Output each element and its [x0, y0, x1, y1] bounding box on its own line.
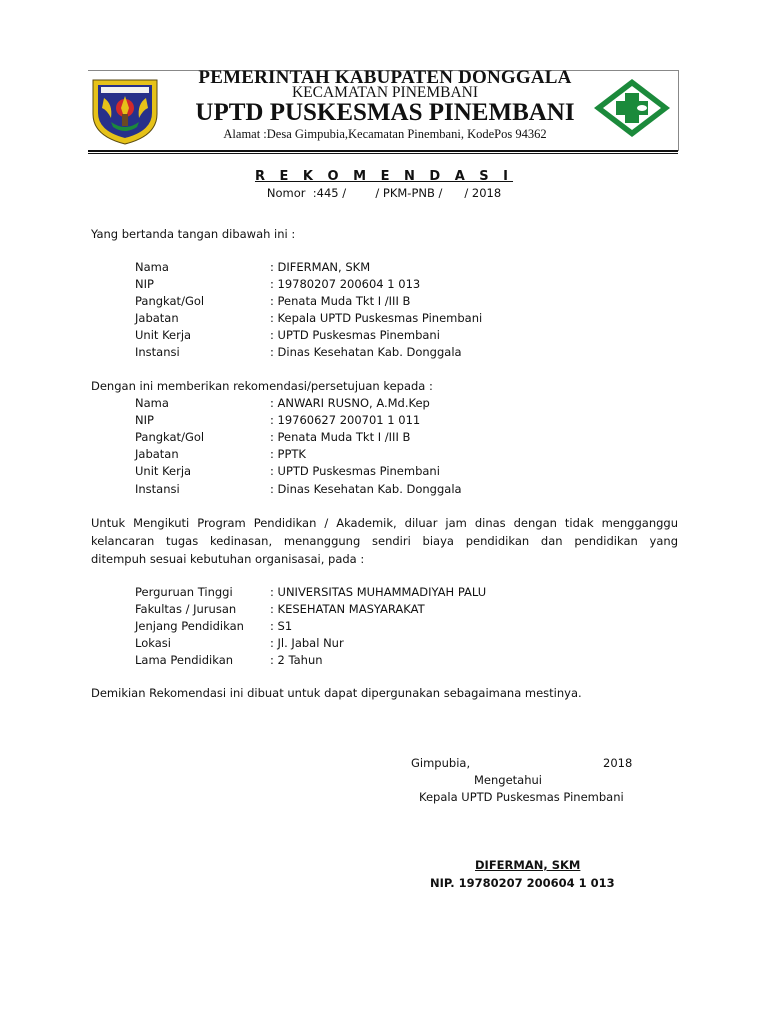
field-label: Unit Kerja — [135, 328, 192, 342]
field-value: : Dinas Kesehatan Kab. Donggala — [270, 345, 462, 359]
field-row — [0, 636, 768, 653]
signature-place: Gimpubia, — [411, 756, 471, 770]
field-row — [0, 328, 768, 345]
field-value: : Penata Muda Tkt I /III B — [270, 294, 411, 308]
field-row — [0, 396, 768, 413]
field-row — [0, 345, 768, 362]
field-label: NIP — [135, 277, 154, 291]
field-row — [0, 447, 768, 464]
field-label: Unit Kerja — [135, 464, 192, 478]
signature-nip: NIP. 19780207 200604 1 013 — [430, 876, 615, 890]
field-value: : Jl. Jabal Nur — [270, 636, 344, 650]
paragraph-line: Untuk Mengikuti Program Pendidikan / Akademik, diluar jam dinas dengan tidak mengganggu — [91, 516, 678, 530]
field-value: : S1 — [270, 619, 293, 633]
field-value: : UPTD Puskesmas Pinembani — [270, 328, 440, 342]
field-row — [0, 311, 768, 328]
field-value: : UPTD Puskesmas Pinembani — [270, 464, 440, 478]
field-label: Perguruan Tinggi — [135, 585, 233, 599]
field-row — [0, 653, 768, 670]
letterhead-institution: UPTD PUSKESMAS PINEMBANI — [195, 99, 575, 126]
field-row — [0, 413, 768, 430]
field-row — [0, 277, 768, 294]
intro-text: Yang bertanda tangan dibawah ini : — [91, 227, 296, 241]
field-row — [0, 430, 768, 447]
paragraph-line: kelancaran tugas kedinasan, menanggung sendiri biaya pendidikan dan pendidikan yang — [91, 534, 678, 548]
field-value: : ANWARI RUSNO, A.Md.Kep — [270, 396, 430, 410]
field-value: : PPTK — [270, 447, 306, 461]
signature-mengetahui: Mengetahui — [474, 773, 542, 787]
document-number: Nomor :445 / / PKM-PNB / / 2018 — [266, 186, 502, 200]
field-label: Lama Pendidikan — [135, 653, 234, 667]
field-label: Jabatan — [135, 447, 179, 461]
letterhead-rule-thin — [88, 153, 678, 154]
field-label: Instansi — [135, 345, 180, 359]
kabupaten-donggala-emblem-icon — [89, 76, 161, 146]
field-label: Fakultas / Jurusan — [135, 602, 237, 616]
field-label: Instansi — [135, 482, 180, 496]
recipient-intro-text: Dengan ini memberikan rekomendasi/persetujuan kepada : — [91, 379, 433, 393]
field-label: Lokasi — [135, 636, 171, 650]
field-row — [0, 602, 768, 619]
field-value: : DIFERMAN, SKM — [270, 260, 371, 274]
signature-year: 2018 — [603, 756, 633, 770]
closing-text: Demikian Rekomendasi ini dibuat untuk dapat dipergunakan sebagaimana mestinya. — [91, 686, 582, 700]
signature-name: DIFERMAN, SKM — [475, 858, 581, 872]
field-label: Pangkat/Gol — [135, 430, 205, 444]
field-label: NIP — [135, 413, 154, 427]
field-label: Jenjang Pendidikan — [135, 619, 244, 633]
field-value: : KESEHATAN MASYARAKAT — [270, 602, 425, 616]
field-value: : 19760627 200701 1 011 — [270, 413, 421, 427]
paragraph-line: ditempuh sesuai kebutuhan organisasai, pada : — [91, 552, 365, 566]
letterhead-government: PEMERINTAH KABUPATEN DONGGALA — [198, 67, 572, 88]
field-value: : Dinas Kesehatan Kab. Donggala — [270, 482, 462, 496]
field-row — [0, 294, 768, 311]
field-value: : 19780207 200604 1 013 — [270, 277, 421, 291]
field-value: : UNIVERSITAS MUHAMMADIYAH PALU — [270, 585, 487, 599]
purpose-paragraph — [91, 514, 678, 568]
field-row — [0, 585, 768, 602]
field-row — [0, 619, 768, 636]
field-row — [0, 464, 768, 481]
field-row — [0, 260, 768, 277]
field-label: Nama — [135, 396, 169, 410]
letterhead-address: Alamat :Desa Gimpubia,Kecamatan Pinembani, KodePos 94362 — [223, 127, 547, 141]
field-label: Nama — [135, 260, 169, 274]
puskesmas-green-cross-icon — [592, 77, 672, 139]
field-label: Pangkat/Gol — [135, 294, 205, 308]
field-value: : Kepala UPTD Puskesmas Pinembani — [270, 311, 483, 325]
field-row — [0, 482, 768, 499]
field-value: : 2 Tahun — [270, 653, 323, 667]
field-label: Jabatan — [135, 311, 179, 325]
letterhead-rule-thick — [88, 150, 678, 152]
document-title: R E K O M E N D A S I — [254, 169, 514, 184]
field-value: : Penata Muda Tkt I /III B — [270, 430, 411, 444]
signature-position: Kepala UPTD Puskesmas Pinembani — [419, 790, 624, 804]
letterhead-district: KECAMATAN PINEMBANI — [291, 84, 479, 101]
